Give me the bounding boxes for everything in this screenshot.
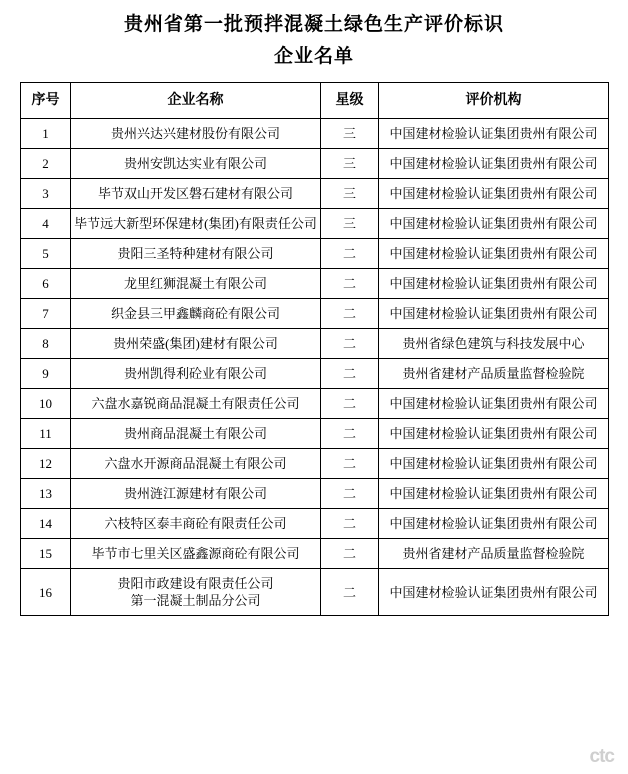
cell-star: 二 xyxy=(321,329,379,359)
cell-org: 中国建材检验认证集团贵州有限公司 xyxy=(379,569,609,616)
cell-company: 织金县三甲鑫麟商砼有限公司 xyxy=(71,299,321,329)
cell-company: 毕节市七里关区盛鑫源商砼有限公司 xyxy=(71,539,321,569)
cell-star: 二 xyxy=(321,569,379,616)
company-roster-table-wrapper xyxy=(20,82,608,616)
table-row xyxy=(21,539,609,569)
cell-index: 2 xyxy=(21,149,71,179)
table-row xyxy=(21,119,609,149)
cell-company: 贵州商品混凝土有限公司 xyxy=(71,419,321,449)
cell-star: 二 xyxy=(321,299,379,329)
cell-org: 贵州省建材产品质量监督检验院 xyxy=(379,359,609,389)
ctc-watermark: ctc xyxy=(589,746,614,767)
cell-star: 二 xyxy=(321,269,379,299)
cell-company: 贵州安凯达实业有限公司 xyxy=(71,149,321,179)
table-header xyxy=(21,83,609,119)
cell-index: 12 xyxy=(21,449,71,479)
title-line-1: 贵州省第一批预拌混凝土绿色生产评价标识 xyxy=(123,14,504,35)
cell-star: 二 xyxy=(321,419,379,449)
cell-company: 贵阳市政建设有限责任公司 第一混凝土制品分公司 xyxy=(71,569,321,616)
table-body xyxy=(21,119,609,616)
table-row xyxy=(21,509,609,539)
table-row xyxy=(21,329,609,359)
cell-company: 贵阳三圣特种建材有限公司 xyxy=(71,239,321,269)
table-row xyxy=(21,479,609,509)
cell-org: 中国建材检验认证集团贵州有限公司 xyxy=(379,419,609,449)
cell-index: 10 xyxy=(21,389,71,419)
cell-index: 16 xyxy=(21,569,71,616)
title-line-2: 企业名单 xyxy=(273,46,354,67)
table-row xyxy=(21,239,609,269)
cell-org: 中国建材检验认证集团贵州有限公司 xyxy=(379,269,609,299)
cell-index: 13 xyxy=(21,479,71,509)
table-row xyxy=(21,179,609,209)
cell-org: 中国建材检验认证集团贵州有限公司 xyxy=(379,179,609,209)
document-title xyxy=(0,0,628,72)
cell-star: 二 xyxy=(321,509,379,539)
table-row xyxy=(21,209,609,239)
cell-index: 3 xyxy=(21,179,71,209)
cell-star: 三 xyxy=(321,119,379,149)
column-header-star: 星级 xyxy=(321,83,379,119)
cell-org: 中国建材检验认证集团贵州有限公司 xyxy=(379,239,609,269)
cell-org: 中国建材检验认证集团贵州有限公司 xyxy=(379,209,609,239)
cell-company: 六枝特区泰丰商砼有限责任公司 xyxy=(71,509,321,539)
cell-star: 二 xyxy=(321,359,379,389)
table-row xyxy=(21,359,609,389)
table-row xyxy=(21,299,609,329)
cell-index: 9 xyxy=(21,359,71,389)
cell-star: 三 xyxy=(321,209,379,239)
cell-index: 14 xyxy=(21,509,71,539)
cell-company: 贵州兴达兴建材股份有限公司 xyxy=(71,119,321,149)
cell-company: 毕节远大新型环保建材(集团)有限责任公司 xyxy=(71,209,321,239)
cell-company: 六盘水开源商品混凝土有限公司 xyxy=(71,449,321,479)
cell-star: 三 xyxy=(321,179,379,209)
cell-index: 5 xyxy=(21,239,71,269)
cell-org: 中国建材检验认证集团贵州有限公司 xyxy=(379,119,609,149)
cell-index: 11 xyxy=(21,419,71,449)
cell-star: 二 xyxy=(321,449,379,479)
cell-org: 中国建材检验认证集团贵州有限公司 xyxy=(379,449,609,479)
table-row xyxy=(21,149,609,179)
cell-company: 贵州凯得利砼业有限公司 xyxy=(71,359,321,389)
table-row xyxy=(21,449,609,479)
table-header-row xyxy=(21,83,609,119)
cell-company: 六盘水嘉锐商品混凝土有限责任公司 xyxy=(71,389,321,419)
cell-company: 贵州荣盛(集团)建材有限公司 xyxy=(71,329,321,359)
table-row xyxy=(21,419,609,449)
cell-index: 7 xyxy=(21,299,71,329)
cell-org: 中国建材检验认证集团贵州有限公司 xyxy=(379,149,609,179)
cell-org: 中国建材检验认证集团贵州有限公司 xyxy=(379,509,609,539)
cell-index: 15 xyxy=(21,539,71,569)
company-roster-table xyxy=(20,82,609,616)
cell-org: 中国建材检验认证集团贵州有限公司 xyxy=(379,479,609,509)
cell-index: 1 xyxy=(21,119,71,149)
cell-company: 贵州涟江源建材有限公司 xyxy=(71,479,321,509)
table-row xyxy=(21,389,609,419)
column-header-org: 评价机构 xyxy=(379,83,609,119)
cell-org: 中国建材检验认证集团贵州有限公司 xyxy=(379,299,609,329)
cell-index: 8 xyxy=(21,329,71,359)
table-row xyxy=(21,569,609,616)
cell-star: 二 xyxy=(321,479,379,509)
table-row xyxy=(21,269,609,299)
cell-star: 二 xyxy=(321,239,379,269)
cell-star: 二 xyxy=(321,539,379,569)
cell-index: 6 xyxy=(21,269,71,299)
cell-org: 贵州省绿色建筑与科技发展中心 xyxy=(379,329,609,359)
cell-star: 二 xyxy=(321,389,379,419)
column-header-index: 序号 xyxy=(21,83,71,119)
cell-index: 4 xyxy=(21,209,71,239)
cell-company: 龙里红狮混凝土有限公司 xyxy=(71,269,321,299)
cell-org: 贵州省建材产品质量监督检验院 xyxy=(379,539,609,569)
cell-company: 毕节双山开发区磐石建材有限公司 xyxy=(71,179,321,209)
cell-org: 中国建材检验认证集团贵州有限公司 xyxy=(379,389,609,419)
column-header-company: 企业名称 xyxy=(71,83,321,119)
cell-star: 三 xyxy=(321,149,379,179)
